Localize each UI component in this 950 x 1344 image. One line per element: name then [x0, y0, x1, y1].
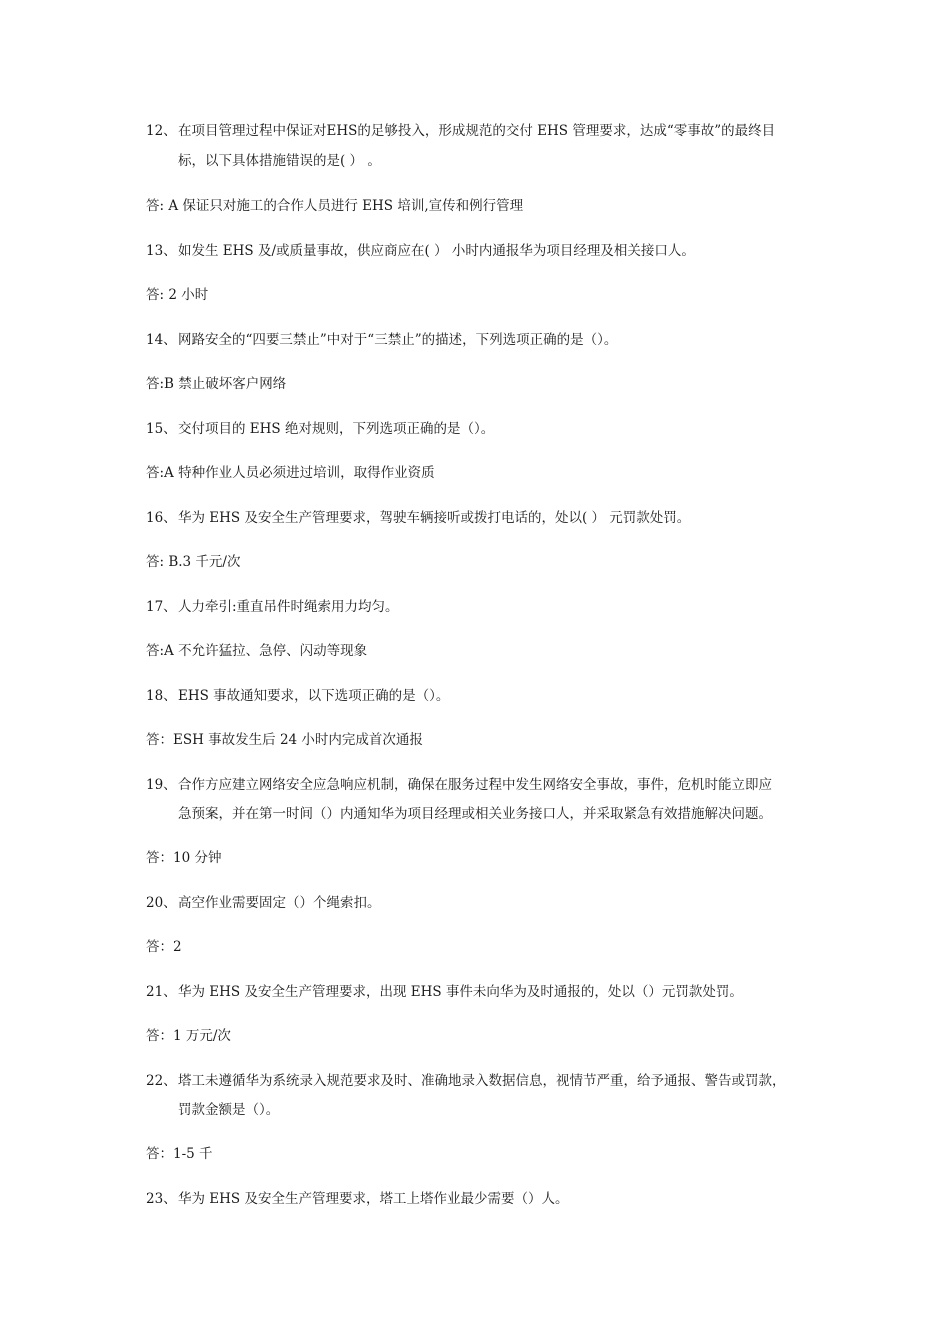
question-text: EHS 事故通知要求，以下选项正确的是（）。 — [178, 688, 450, 704]
question-text: 华为 EHS 及安全生产管理要求，出现 EHS 事件未向华为及时通报的，处以（）元罚款处罚。 — [178, 984, 743, 1000]
question-19-cont: 急预案，并在第一时间（）内通知华为项目经理或相关业务接口人，并采取紧急有效措施解决问题。 — [178, 806, 772, 822]
question-number: 21、 — [146, 984, 177, 1000]
answer-17: 答:A 不允许猛拉、急停、闪动等现象 — [146, 643, 368, 659]
question-text: 在项目管理过程中保证对EHS的足够投入，形成规范的交付 EHS 管理要求，达成“零事故”的最终目 — [178, 123, 776, 139]
question-text: 高空作业需要固定（）个绳索扣。 — [178, 895, 381, 911]
answer-13: 答: 2 小时 — [146, 287, 209, 303]
question-19 — [146, 775, 772, 795]
question-number: 23、 — [146, 1191, 177, 1207]
question-20 — [146, 893, 381, 913]
question-text: 网路安全的“四要三禁止”中对于“三禁止”的描述，下列选项正确的是（）。 — [178, 332, 618, 348]
question-22 — [146, 1071, 786, 1091]
question-number: 17、 — [146, 599, 177, 615]
question-number: 19、 — [146, 777, 177, 793]
question-number: 14、 — [146, 332, 177, 348]
question-text: 华为 EHS 及安全生产管理要求，塔工上塔作业最少需要（）人。 — [178, 1191, 569, 1207]
question-15 — [146, 419, 494, 439]
question-text: 交付项目的 EHS 绝对规则，下列选项正确的是（）。 — [178, 421, 495, 437]
question-17 — [146, 597, 399, 617]
question-21 — [146, 982, 743, 1002]
question-12 — [146, 121, 775, 141]
answer-15: 答:A 特种作业人员必须进过培训，取得作业资质 — [146, 465, 435, 481]
question-number: 20、 — [146, 895, 177, 911]
answer-20: 答：2 — [146, 939, 182, 955]
question-22-cont: 罚款金额是（）。 — [178, 1102, 280, 1118]
question-number: 22、 — [146, 1073, 177, 1089]
question-number: 18、 — [146, 688, 177, 704]
question-14 — [146, 330, 617, 350]
question-text: 华为 EHS 及安全生产管理要求，驾驶车辆接听或拨打电话的，处以( ） 元罚款处罚。 — [178, 510, 691, 526]
answer-18: 答：ESH 事故发生后 24 小时内完成首次通报 — [146, 732, 423, 748]
question-text: 人力牵引:重直吊件时绳索用力均匀。 — [178, 599, 399, 615]
question-number: 12、 — [146, 123, 177, 139]
question-number: 15、 — [146, 421, 177, 437]
question-23 — [146, 1189, 568, 1209]
question-text: 如发生 EHS 及/或质量事故，供应商应在( ） 小时内通报华为项目经理及相关接口人。 — [178, 243, 695, 259]
question-12-cont: 标，以下具体措施错误的是( ） 。 — [178, 153, 381, 169]
answer-12: 答: A 保证只对施工的合作人员进行 EHS 培训,宣传和例行管理 — [146, 198, 524, 214]
question-text: 塔工未遵循华为系统录入规范要求及时、准确地录入数据信息，视情节严重，给予通报、警告或罚款， — [178, 1073, 786, 1089]
question-number: 16、 — [146, 510, 177, 526]
question-text: 合作方应建立网络安全应急响应机制，确保在服务过程中发生网络安全事故，事件，危机时能立即应 — [178, 777, 772, 793]
answer-22: 答：1-5 千 — [146, 1146, 213, 1162]
question-16 — [146, 508, 690, 528]
question-number: 13、 — [146, 243, 177, 259]
answer-16: 答: B.3 千元/次 — [146, 554, 241, 570]
answer-21: 答：1 万元/次 — [146, 1028, 231, 1044]
answer-14: 答:B 禁止破坏客户网络 — [146, 376, 287, 392]
question-18 — [146, 686, 449, 706]
answer-19: 答：10 分钟 — [146, 850, 222, 866]
question-13 — [146, 241, 695, 261]
